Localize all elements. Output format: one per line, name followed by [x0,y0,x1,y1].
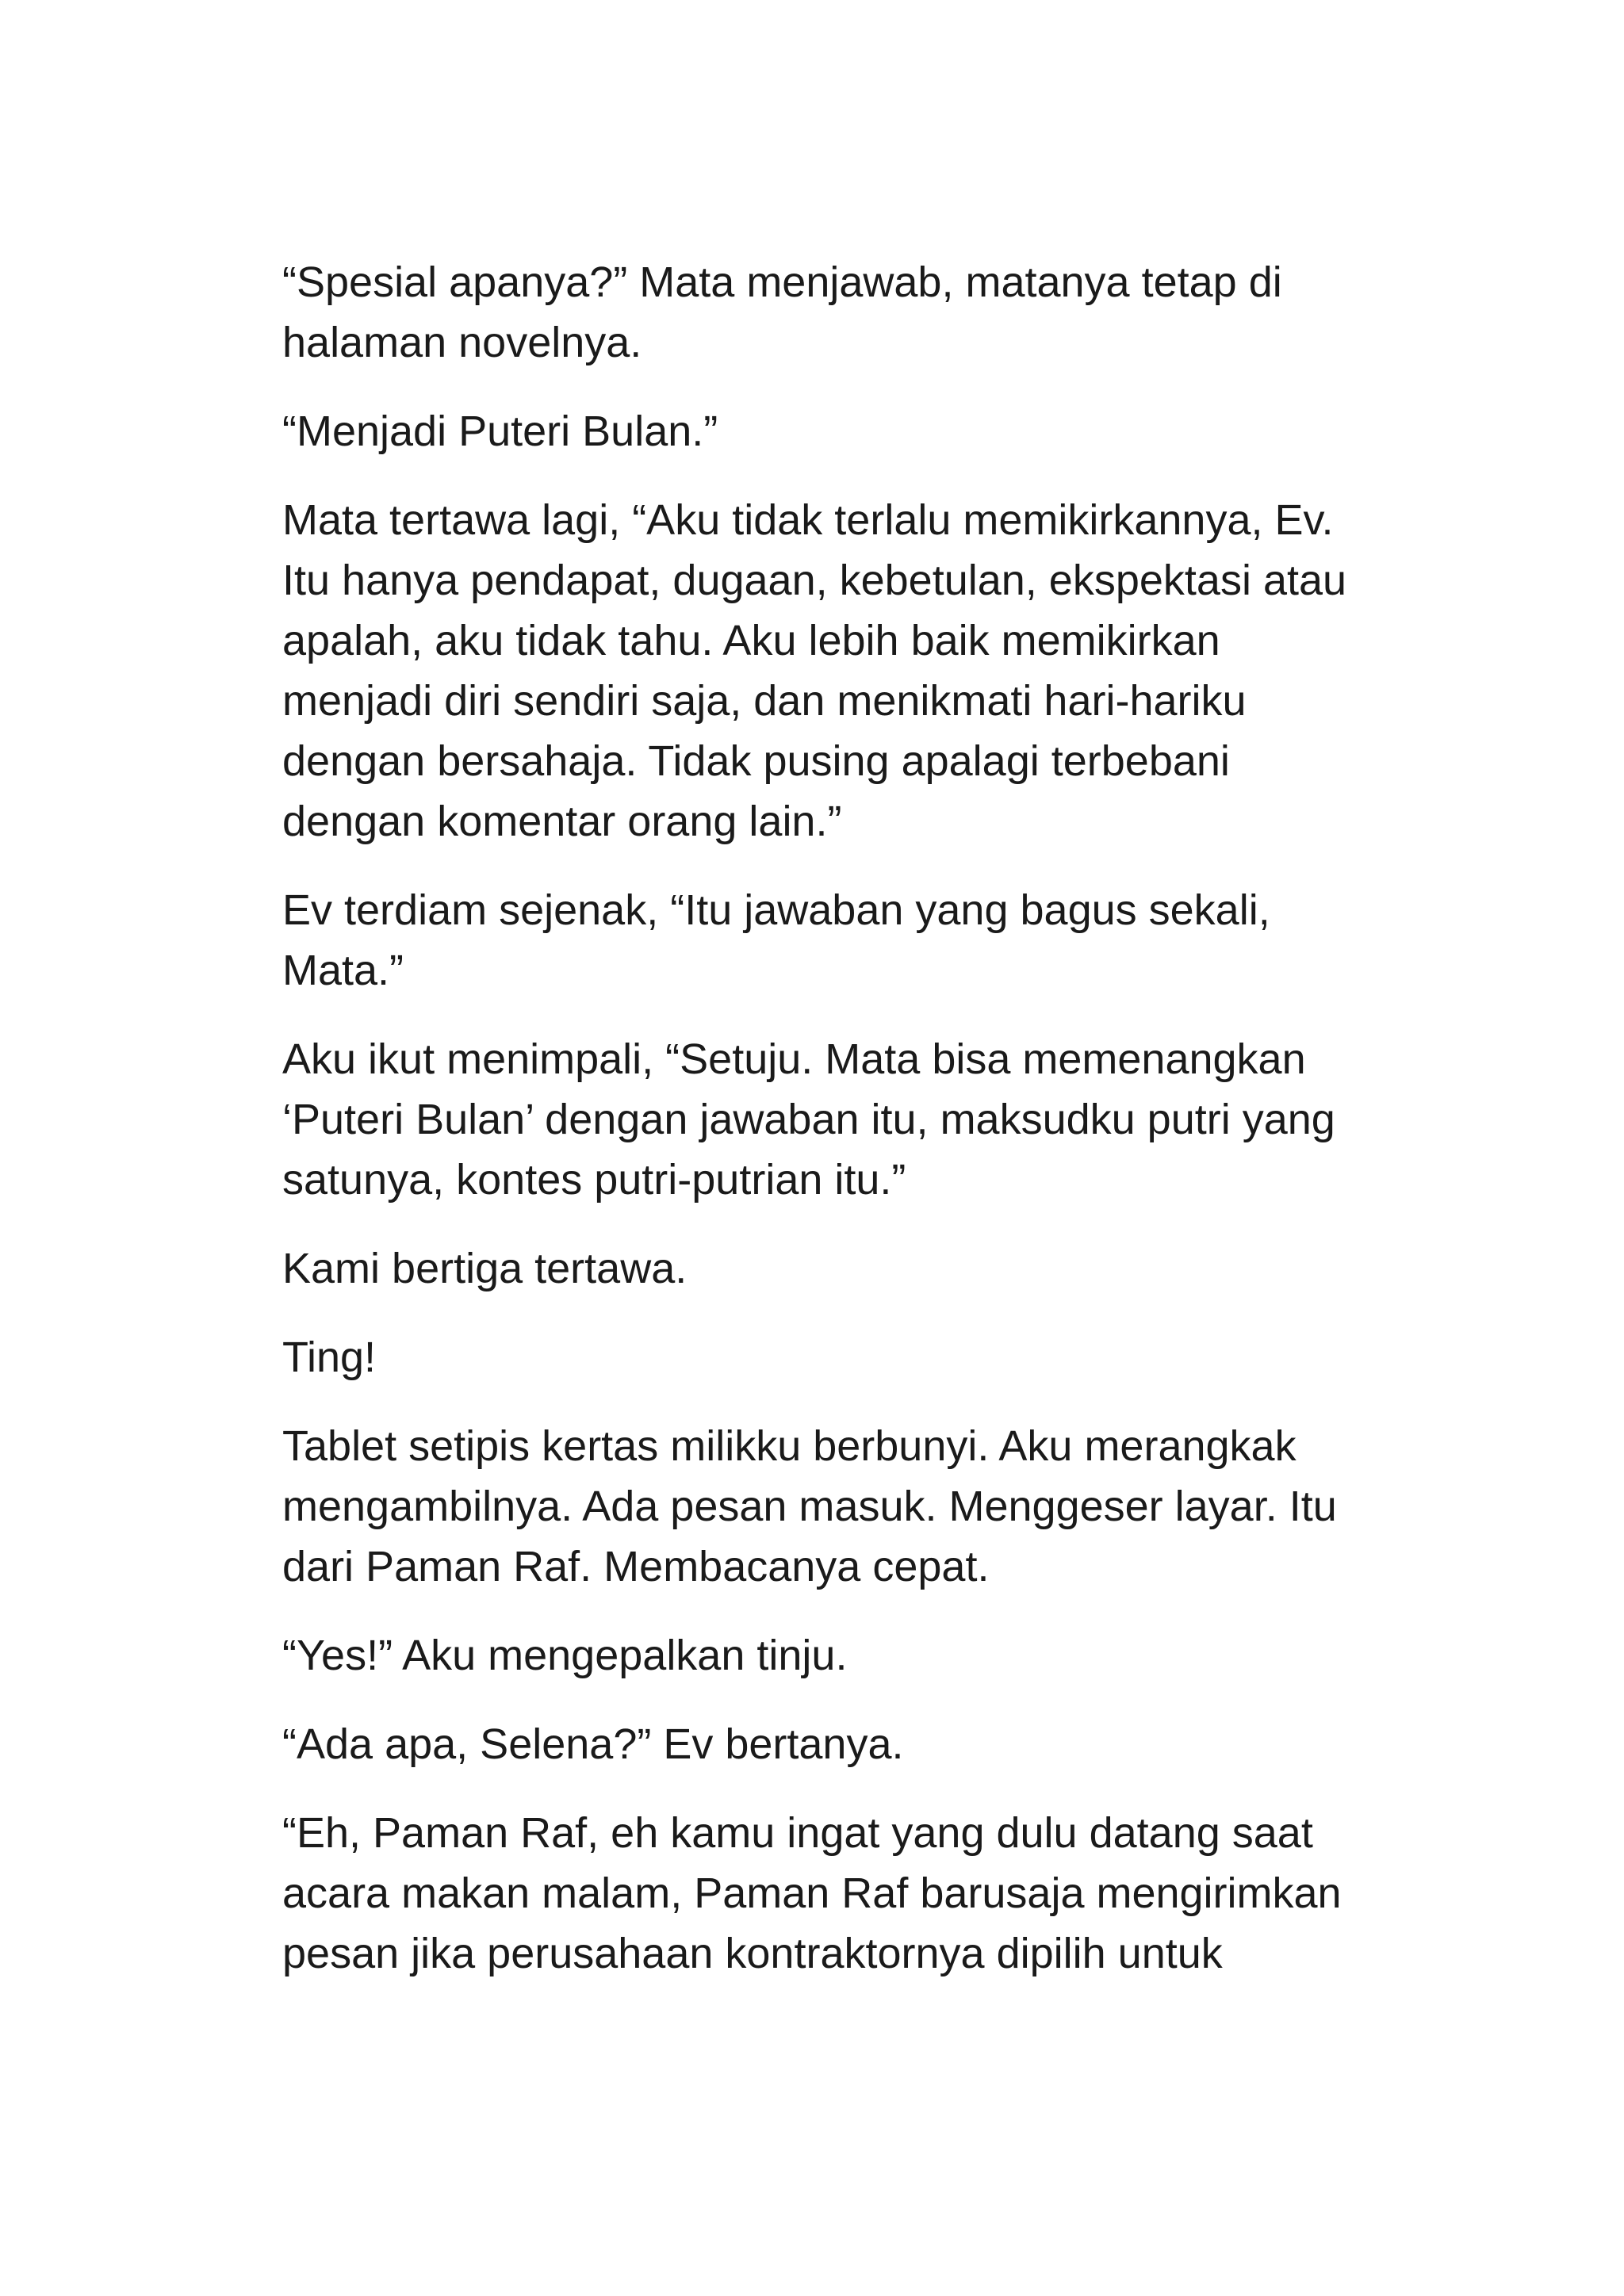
body-text [282,252,1392,2012]
paragraph [282,1714,1392,1774]
paragraph [282,1238,1392,1299]
text-line: dengan komentar orang lain.” [282,798,842,845]
text-line: mengambilnya. Ada pesan masuk. Menggeser layar. Itu [282,1483,1337,1530]
text-line: Ting! [282,1334,377,1381]
text-line: ‘Puteri Bulan’ dengan jawaban itu, maksudku putri yang [282,1096,1335,1143]
paragraph [282,1803,1392,1984]
paragraph [282,1625,1392,1686]
paragraph [282,1029,1392,1210]
text-line: “Yes!” Aku mengepalkan tinju. [282,1632,848,1679]
text-line: satunya, kontes putri-putrian itu.” [282,1156,906,1203]
text-line: menjadi diri sendiri saja, dan menikmati hari-hariku [282,677,1247,725]
text-line: “Eh, Paman Raf, eh kamu ingat yang dulu datang saat [282,1809,1313,1857]
text-line: Mata.” [282,947,404,994]
text-line: halaman novelnya. [282,319,642,366]
text-line: dengan bersahaja. Tidak pusing apalagi terbebani [282,737,1230,785]
text-line: Kami bertiga tertawa. [282,1245,688,1292]
text-line: “Spesial apanya?” Mata menjawab, matanya tetap di [282,258,1282,306]
paragraph [282,252,1392,373]
paragraph [282,1327,1392,1387]
text-line: dari Paman Raf. Membacanya cepat. [282,1543,990,1590]
paragraph [282,880,1392,1001]
text-line: Tablet setipis kertas milikku berbunyi. Aku merangkak [282,1422,1297,1470]
text-line: pesan jika perusahaan kontraktornya dipilih untuk [282,1930,1223,1977]
text-line: apalah, aku tidak tahu. Aku lebih baik memikirkan [282,617,1220,664]
text-line: “Ada apa, Selena?” Ev bertanya. [282,1720,904,1768]
text-line: Aku ikut menimpali, “Setuju. Mata bisa memenangkan [282,1035,1306,1083]
paragraph [282,490,1392,851]
text-line: “Menjadi Puteri Bulan.” [282,408,718,455]
paragraph [282,1416,1392,1597]
text-line: Mata tertawa lagi, “Aku tidak terlalu memikirkannya, Ev. [282,496,1334,544]
text-line: Itu hanya pendapat, dugaan, kebetulan, ekspektasi atau [282,557,1347,604]
text-line: acara makan malam, Paman Raf barusaja mengirimkan [282,1869,1342,1917]
paragraph [282,401,1392,461]
text-line: Ev terdiam sejenak, “Itu jawaban yang bagus sekali, [282,886,1270,934]
